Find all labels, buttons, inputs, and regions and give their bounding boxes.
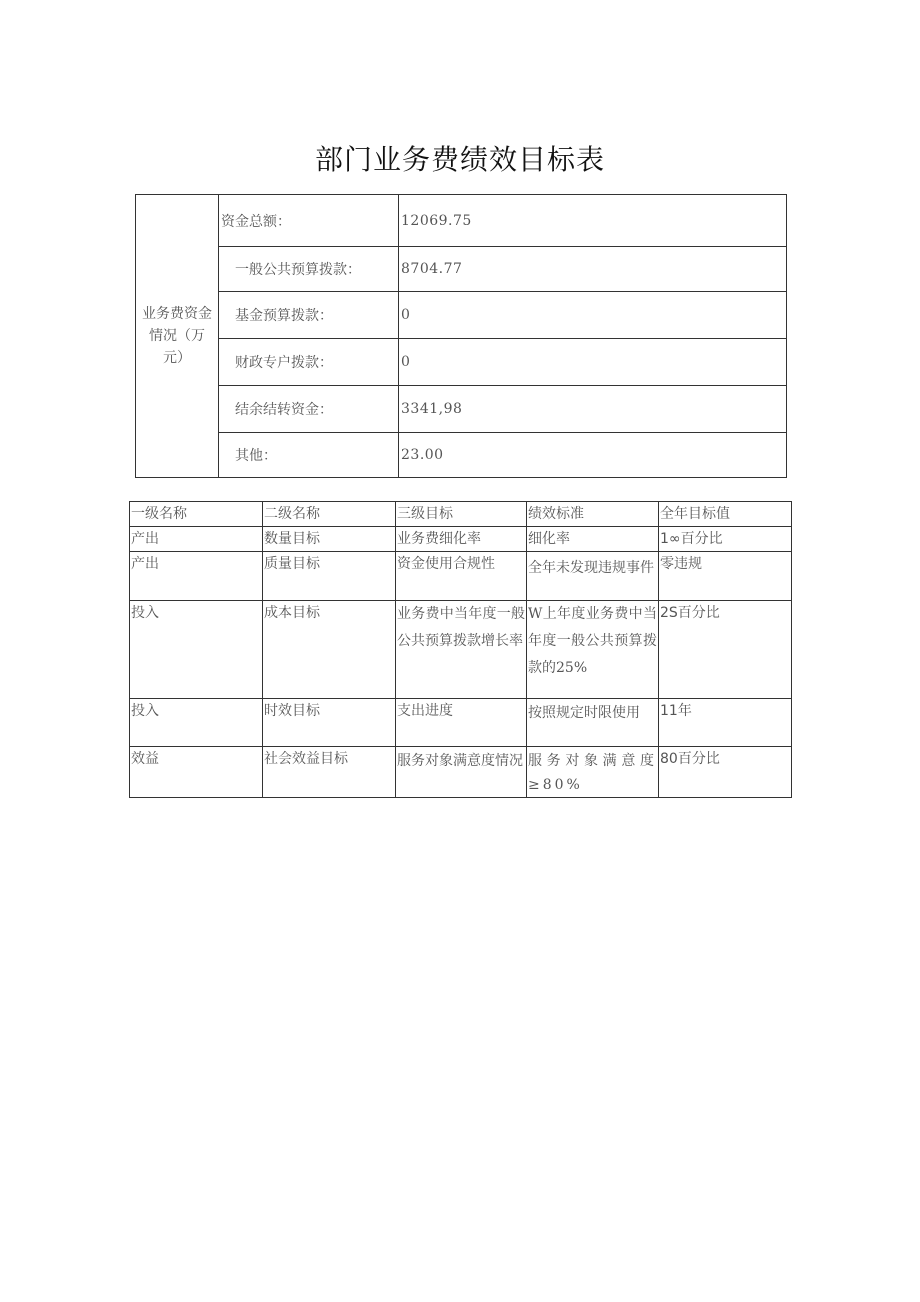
performance-table: [129, 501, 792, 798]
performance-header-row: [130, 502, 792, 527]
standard-cell: W上年度业务费中当年度一般公共预算拨款的25%: [527, 601, 659, 699]
funding-label: 基金预算拨款：: [219, 292, 399, 339]
funding-value: 0: [399, 292, 787, 339]
level3-cell: 业务费中当年度一般公共预算拨款增长率: [396, 601, 527, 699]
funding-row: [136, 292, 787, 339]
target-cell: 2S百分比: [659, 601, 792, 699]
level1-cell: 投入: [130, 601, 263, 699]
funding-row: [136, 195, 787, 247]
funding-row-header: 业务费资金情况（万元）: [136, 195, 219, 478]
funding-label: 一般公共预算拨款：: [219, 247, 399, 292]
level1-cell: 产出: [130, 552, 263, 601]
funding-row: [136, 247, 787, 292]
level2-cell: 时效目标: [263, 699, 396, 747]
standard-cell: 服务对象满意度≥80%: [527, 747, 659, 798]
level1-cell: 效益: [130, 747, 263, 798]
target-cell: 11年: [659, 699, 792, 747]
funding-row: [136, 433, 787, 478]
level2-cell: 社会效益目标: [263, 747, 396, 798]
target-cell: 1∞百分比: [659, 527, 792, 552]
funding-value: 3341,98: [399, 386, 787, 433]
table-row: [130, 747, 792, 798]
column-header: 一级名称: [130, 502, 263, 527]
funding-label: 其他：: [219, 433, 399, 478]
column-header: 三级目标: [396, 502, 527, 527]
target-cell: 80百分比: [659, 747, 792, 798]
table-row: [130, 552, 792, 601]
table-row: [130, 601, 792, 699]
level2-cell: 数量目标: [263, 527, 396, 552]
standard-cell: 全年未发现违规事件: [527, 552, 659, 601]
funding-row: [136, 339, 787, 386]
funding-label: 结余结转资金：: [219, 386, 399, 433]
column-header: 绩效标准: [527, 502, 659, 527]
level3-cell: 支出进度: [396, 699, 527, 747]
funding-label: 财政专户拨款：: [219, 339, 399, 386]
table-row: [130, 527, 792, 552]
level2-cell: 质量目标: [263, 552, 396, 601]
level3-cell: 资金使用合规性: [396, 552, 527, 601]
page-title: 部门业务费绩效目标表: [314, 143, 605, 176]
funding-value: 0: [399, 339, 787, 386]
target-cell: 零违规: [659, 552, 792, 601]
funding-value: 8704.77: [399, 247, 787, 292]
level1-cell: 投入: [130, 699, 263, 747]
funding-label: 资金总额：: [219, 195, 399, 247]
level2-cell: 成本目标: [263, 601, 396, 699]
column-header: 二级名称: [263, 502, 396, 527]
funding-row: [136, 386, 787, 433]
funding-table: [135, 194, 787, 478]
standard-cell: 细化率: [527, 527, 659, 552]
funding-value: 23.00: [399, 433, 787, 478]
level3-cell: 服务对象满意度情况: [396, 747, 527, 798]
standard-cell: 按照规定时限使用: [527, 699, 659, 747]
column-header: 全年目标值: [659, 502, 792, 527]
level1-cell: 产出: [130, 527, 263, 552]
level3-cell: 业务费细化率: [396, 527, 527, 552]
funding-value: 12069.75: [399, 195, 787, 247]
table-row: [130, 699, 792, 747]
